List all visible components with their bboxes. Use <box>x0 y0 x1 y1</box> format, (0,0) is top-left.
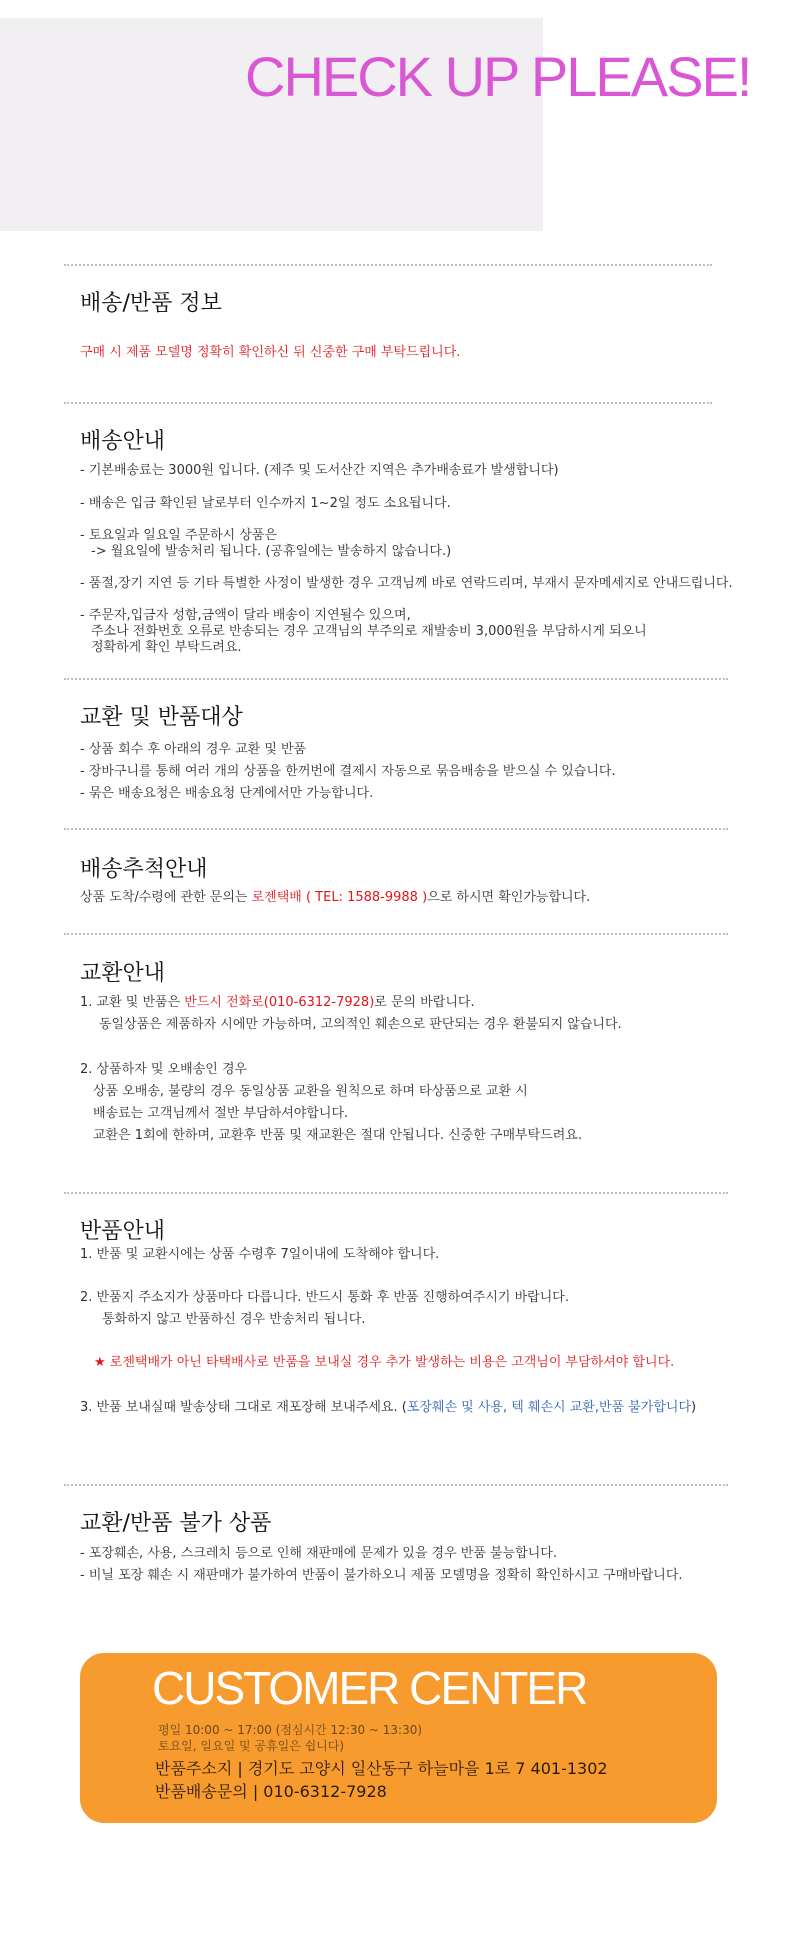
customer-center-title: CUSTOMER CENTER <box>152 1662 587 1714</box>
exchange-guide-title: 교환안내 <box>80 961 166 986</box>
shipping-item: 주소나 전화번호 오류로 반송되는 경우 고객님의 부주의로 재발송비 3,000원을 부담하시게 되오니 <box>91 624 647 639</box>
exchange-guide-item: 교환은 1회에 한하며, 교환후 반품 및 재교환은 절대 안됩니다. 신중한 구매부탁드려요. <box>93 1128 582 1143</box>
section-divider <box>64 264 712 266</box>
courier-phone: 로젠택배 ( TEL: 1588-9988 ) <box>251 890 428 905</box>
section-divider <box>64 402 712 404</box>
info-notice: 구매 시 제품 모델명 정확히 확인하신 뒤 신중한 구매 부탁드립니다. <box>80 345 461 360</box>
exchange-target-title: 교환 및 반품대상 <box>80 705 243 730</box>
tracking-text: 상품 도착/수령에 관한 문의는 로젠택배 ( TEL: 1588-9988 )으로 하시면 확인가능합니다. <box>80 890 591 905</box>
info-title: 배송/반품 정보 <box>80 291 222 316</box>
return-guide-item: 1. 반품 및 교환시에는 상품 수령후 7일이내에 도착해야 합니다. <box>80 1247 440 1262</box>
shipping-title: 배송안내 <box>80 429 166 454</box>
shipping-item: 정확하게 확인 부탁드려요. <box>91 640 242 655</box>
exchange-guide-item: 2. 상품하자 및 오배송인 경우 <box>80 1062 248 1077</box>
exchange-guide-item: 1. 교환 및 반품은 반드시 전화로(010-6312-7928)로 문의 바랍니다. <box>80 995 475 1010</box>
holiday-notice: 토요일, 일요일 및 공휴일은 쉽니다) <box>158 1739 345 1753</box>
return-address: 반품주소지 | 경기도 고양시 일산동구 하늘마을 1로 7 401-1302 <box>155 1759 608 1778</box>
section-divider <box>64 933 728 935</box>
section-divider <box>64 828 728 830</box>
exchange-target-item: - 상품 회수 후 아래의 경우 교환 및 반품 <box>80 742 307 757</box>
non-returnable-item: - 비닐 포장 훼손 시 재판매가 불가하여 반품이 불가하오니 제품 모델명을 정확히 확인하시고 구매바랍니다. <box>80 1568 683 1583</box>
contact-phone: 반드시 전화로(010-6312-7928) <box>184 995 375 1010</box>
non-returnable-item: - 포장훼손, 사용, 스크레치 등으로 인해 재판매에 문제가 있을 경우 반품 불능합니다. <box>80 1546 557 1561</box>
shipping-item: - 기본배송료는 3000원 입니다. (제주 및 도서산간 지역은 추가배송료가 발생합니다) <box>80 463 559 478</box>
return-warning: ★ 로젠택배가 아닌 타택배사로 반품을 보내실 경우 추가 발생하는 비용은 고객님이 부담하셔야 합니다. <box>94 1355 675 1370</box>
repack-notice: 포장훼손 및 사용, 텍 훼손시 교환,반품 불가합니다 <box>406 1400 692 1415</box>
return-guide-item: 2. 반품지 주소지가 상품마다 다릅니다. 반드시 통화 후 반품 진행하여주시기 바랍니다. <box>80 1290 569 1305</box>
exchange-target-item: - 묶은 배송요청은 배송요청 단계에서만 가능합니다. <box>80 786 374 801</box>
return-guide-item: 통화하지 않고 반품하신 경우 반송처리 됩니다. <box>102 1312 366 1327</box>
return-phone: 반품배송문의 | 010-6312-7928 <box>155 1782 387 1801</box>
exchange-guide-item: 상품 오배송, 불량의 경우 동일상품 교환을 원칙으로 하며 타상품으로 교환 시 <box>93 1084 528 1099</box>
exchange-guide-item: 동일상품은 제품하자 시에만 가능하며, 고의적인 훼손으로 판단되는 경우 환불되지 않습니다. <box>99 1017 622 1032</box>
customer-center-box <box>80 1653 717 1823</box>
non-returnable-title: 교환/반품 불가 상품 <box>80 1511 272 1536</box>
shipping-item: - 토요일과 일요일 주문하시 상품은 <box>80 528 278 543</box>
tracking-title: 배송추척안내 <box>80 857 208 882</box>
shipping-item: - 품절,장기 지연 등 기타 특별한 사정이 발생한 경우 고객님께 바로 연락드리며, 부재시 문자메세지로 안내드립니다. <box>80 576 733 591</box>
business-hours: 평일 10:00 ~ 17:00 (점심시간 12:30 ~ 13:30) <box>158 1723 423 1737</box>
section-divider <box>64 1484 728 1486</box>
return-guide-item: 3. 반품 보내실때 발송상태 그대로 재포장해 보내주세요. (포장훼손 및 사용, 텍 훼손시 교환,반품 불가합니다) <box>80 1400 697 1415</box>
exchange-guide-item: 배송료는 고객님께서 절반 부담하셔야합니다. <box>93 1106 349 1121</box>
section-divider <box>64 1192 728 1194</box>
section-divider <box>64 678 728 680</box>
return-guide-title: 반품안내 <box>80 1219 166 1244</box>
shipping-item: - 주문자,입금자 성함,금액이 달라 배송이 지연될수 있으며, <box>80 608 411 623</box>
exchange-target-item: - 장바구니를 통해 여러 개의 상품을 한꺼번에 결제시 자동으로 묶음배송을 받으실 수 있습니다. <box>80 764 616 779</box>
shipping-item: -> 월요일에 발송처리 됩니다. (공휴일에는 발송하지 않습니다.) <box>91 544 452 559</box>
hero-title: CHECK UP PLEASE! <box>245 45 751 108</box>
shipping-item: - 배송은 입금 확인된 날로부터 인수까지 1~2일 정도 소요됩니다. <box>80 496 451 511</box>
